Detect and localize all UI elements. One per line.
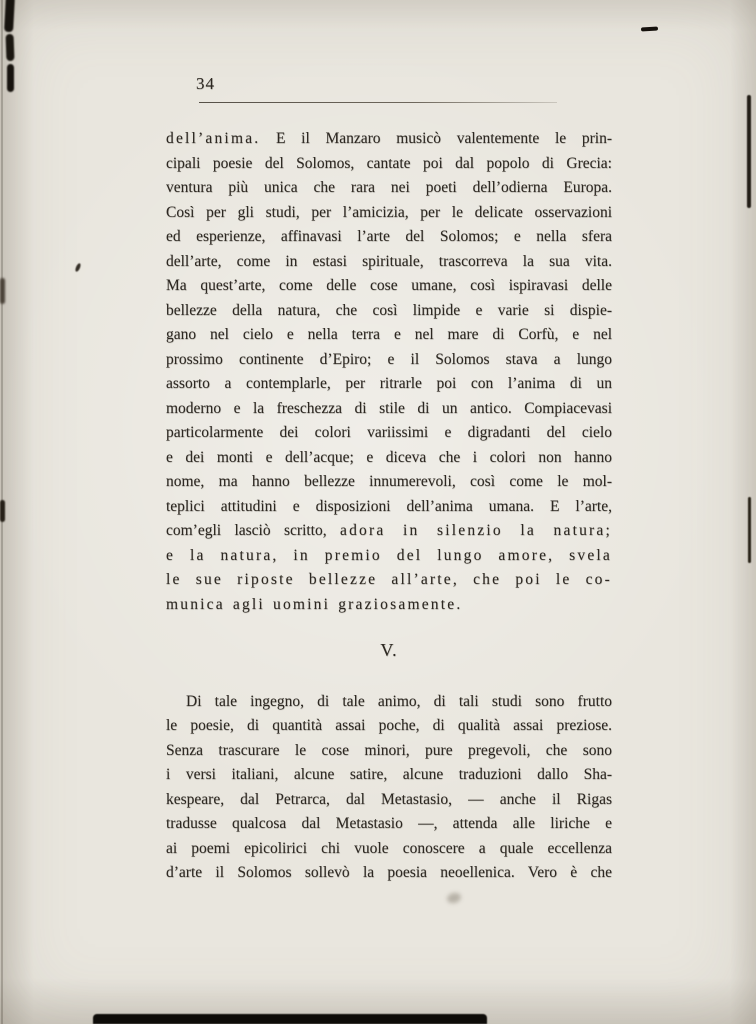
text-segment: particolarmente dei colori variissimi e digradanti del cielo bbox=[166, 424, 612, 441]
text-segment: nome, ma hanno bellezze innumerevoli, così come le mol- bbox=[166, 473, 612, 490]
text-line bbox=[166, 176, 612, 201]
text-line bbox=[166, 372, 612, 397]
text-line bbox=[166, 225, 612, 250]
text-segment: gano nel cielo e nella terra e nel mare di Corfù, e nel bbox=[166, 326, 612, 343]
text-line bbox=[166, 739, 612, 764]
scan-artifact-right-edge-line-1 bbox=[747, 95, 751, 208]
text-line bbox=[166, 152, 612, 177]
scan-artifact-bottom-band bbox=[93, 1014, 487, 1024]
text-segment: le poesie, di quantità assai poche, di qualità assai preziose. bbox=[166, 717, 612, 734]
text-line bbox=[166, 568, 612, 593]
text-block bbox=[166, 127, 612, 886]
text-line bbox=[166, 397, 612, 422]
text-segment: prossimo continente d’Epiro; e il Solomos stava a lungo bbox=[166, 350, 612, 368]
text-segment: ventura più unica che rara nei poeti dell’odierna Europa. bbox=[166, 179, 612, 196]
text-segment: d’arte il Solomos sollevò la poesia neoellenica. Vero è che bbox=[166, 864, 612, 881]
text-line bbox=[166, 861, 612, 886]
text-line bbox=[166, 323, 612, 348]
text-line bbox=[166, 519, 612, 544]
text-line bbox=[166, 446, 612, 471]
text-segment: E il Manzaro musicò valentemente le prin- bbox=[260, 130, 612, 147]
scan-artifact-left-top-blob-3 bbox=[7, 64, 14, 92]
text-segment: moderno e la freschezza di stile di un antico. Compiacevasi bbox=[166, 399, 612, 417]
page-number: 34 bbox=[196, 74, 215, 93]
letterspaced-text-segment: munica agli uomini graziosamente. bbox=[166, 595, 463, 613]
text-segment: Così per gli studi, per l’amicizia, per le delicate osservazioni bbox=[166, 203, 612, 221]
text-line bbox=[166, 544, 612, 569]
text-segment: bellezze della natura, che così limpide e varie si dispie- bbox=[166, 301, 612, 319]
text-segment: cipali poesie del Solomos, cantate poi dal popolo di Grecia: bbox=[166, 154, 612, 172]
text-line bbox=[166, 593, 612, 618]
text-line bbox=[166, 788, 612, 813]
letterspaced-text-segment: le sue riposte bellezze all’arte, che poi le co- bbox=[166, 571, 612, 588]
text-line bbox=[166, 299, 612, 324]
text-segment: dell’arte, come in estasi spirituale, trascorreva la sua vita. bbox=[166, 252, 612, 270]
text-line bbox=[166, 714, 612, 739]
section-heading: V. bbox=[380, 640, 398, 660]
text-line bbox=[166, 470, 612, 495]
text-line bbox=[166, 274, 612, 299]
text-line bbox=[166, 421, 612, 446]
scan-artifact-left-lower-mark bbox=[0, 500, 5, 522]
text-line bbox=[166, 690, 612, 715]
text-segment: e dei monti e dell’acque; e diceva che i colori non hanno bbox=[166, 448, 612, 466]
text-segment: ai poemi epicolirici chi vuole conoscere a quale eccellenza bbox=[166, 839, 612, 857]
text-line bbox=[166, 837, 612, 862]
scan-artifact-right-edge-line-2 bbox=[748, 497, 751, 563]
text-segment: Ma quest’arte, come delle cose umane, così ispiravasi delle bbox=[166, 277, 612, 294]
text-line bbox=[166, 250, 612, 275]
text-segment: com’egli lasciò scritto, bbox=[166, 522, 340, 539]
text-segment: tradusse qualcosa dal Metastasio —, attenda alle liriche e bbox=[166, 815, 612, 832]
letterspaced-text-segment: e la natura, in premio del lungo amore, svela bbox=[166, 546, 612, 564]
paragraph-1 bbox=[166, 127, 612, 617]
scan-artifact-left-top-blob-2 bbox=[6, 34, 15, 61]
text-segment: i versi italiani, alcune satire, alcune traduzioni dallo Sha- bbox=[166, 766, 612, 783]
text-line bbox=[166, 127, 612, 152]
letterspaced-text-segment: dell’anima. bbox=[166, 130, 261, 147]
scan-artifact-left-mid-mark bbox=[0, 278, 5, 304]
text-line bbox=[166, 201, 612, 226]
paragraph-2 bbox=[166, 690, 612, 886]
header-rule bbox=[199, 102, 557, 103]
text-segment: Senza trascurare le cose minori, pure pregevoli, che sono bbox=[166, 741, 612, 759]
letterspaced-text-segment: adora in silenzio la natura; bbox=[339, 522, 612, 539]
text-line bbox=[166, 348, 612, 373]
scan-artifact-left-top-blob-1 bbox=[4, 0, 15, 32]
text-line bbox=[166, 495, 612, 520]
text-segment: Di tale ingegno, di tale animo, di tali studi sono frutto bbox=[186, 692, 612, 710]
text-segment: kespeare, dal Petrarca, dal Metastasio, — anche il Rigas bbox=[166, 790, 612, 808]
text-line bbox=[166, 763, 612, 788]
text-segment: assorto a contemplarle, per ritrarle poi con l’anima di un bbox=[166, 375, 612, 392]
text-line bbox=[166, 812, 612, 837]
text-segment: teplici attitudini e disposizioni dell’anima umana. E l’arte, bbox=[166, 497, 612, 515]
text-segment: ed esperienze, affinavasi l’arte del Solomos; e nella sfera bbox=[166, 228, 612, 245]
